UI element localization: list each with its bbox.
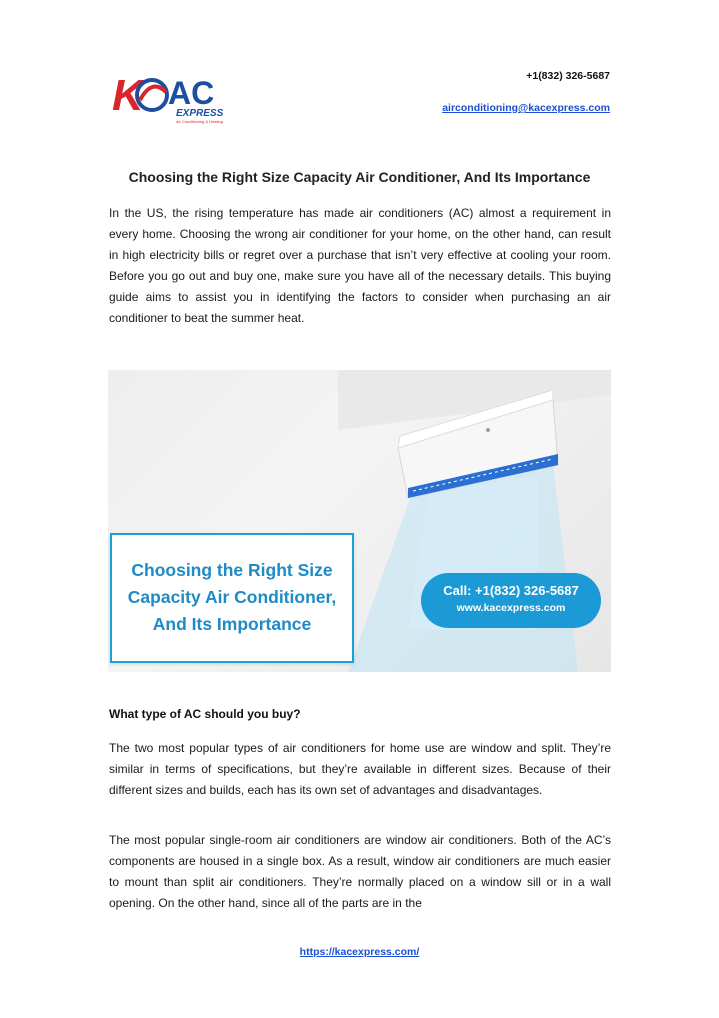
hero-website-text: www.kacexpress.com	[456, 602, 566, 614]
contact-block	[442, 70, 610, 114]
footer-website-link[interactable]: https://kacexpress.com/	[299, 946, 420, 958]
svg-text:AC: AC	[168, 75, 215, 111]
hero-call-text: Call: +1(832) 326-5687	[443, 583, 579, 598]
hero-image	[108, 370, 611, 672]
page-title: Choosing the Right Size Capacity Air Conditioner, And Its Importance	[128, 169, 591, 185]
svg-text:Air Conditioning & Heating: Air Conditioning & Heating	[176, 119, 223, 124]
hero-call-badge	[421, 573, 601, 628]
svg-text:K: K	[112, 71, 144, 120]
contact-phone: +1(832) 326-5687	[526, 70, 610, 82]
kac-express-logo	[112, 70, 230, 124]
section-paragraph-2: The most popular single-room air conditioners are window air conditioners. Both of the AC’s components are housed in a single box. As a result, window air conditioners are much easier to mount than split air conditioners. They’re normally placed on a window sill or in a wall opening. On the other hand, since all of the parts are in the	[109, 833, 611, 910]
svg-text:EXPRESS: EXPRESS	[176, 108, 224, 119]
contact-email-link[interactable]: airconditioning@kacexpress.com	[442, 102, 610, 114]
hero-title-card	[110, 533, 354, 663]
intro-paragraph: In the US, the rising temperature has made air conditioners (AC) almost a requirement in every home. Choosing the wrong air conditioner for your home, on the other hand, can result in high electricity bills or regret over a purchase that isn’t very effective at cooling your room. Before you go out and buy one, make sure you have all of the necessary details. This buying guide aims to assist you in identifying the factors to consider when purchasing an air conditioner to beat the summer heat.	[109, 206, 611, 325]
hero-card-text: Choosing the Right Size Capacity Air Conditioner, And Its Importance	[127, 560, 337, 634]
section-heading: What type of AC should you buy?	[109, 707, 301, 721]
section-paragraph-1: The two most popular types of air conditioners for home use are window and split. They’re similar in terms of specifications, but they’re available in different sizes. Because of their different sizes and builds, each has its own set of advantages and disadvantages.	[109, 741, 611, 797]
